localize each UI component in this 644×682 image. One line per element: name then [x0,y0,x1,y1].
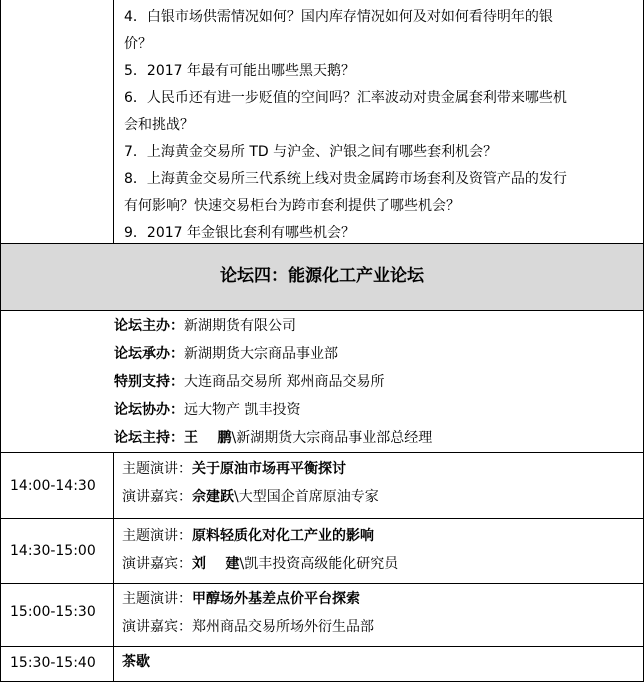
forum-info-row [114,345,338,363]
speaker-desc: \大型国企首席原油专家 [234,489,379,505]
session-time: 15:00-15:30 [10,604,96,620]
question-line: 9．2017 年金银比套利有哪些机会？ [124,225,355,241]
question-line: 价？ [124,36,152,52]
info-label: 论坛主办： [114,318,184,334]
session-topic [122,460,346,478]
info-value: 新湖期货大宗商品事业部 [184,346,338,362]
session-speaker [122,488,379,506]
topic-label: 主题演讲： [122,528,192,544]
info-value: 远大物产 凯丰投资 [184,402,301,418]
question-line: 5．2017 年最有可能出哪些黑天鹅？ [124,63,355,79]
question-line: 4．白银市场供需情况如何？国内库存情况如何及对如何看待明年的银 [124,9,553,25]
speaker-name: 佘建跃 [192,489,234,505]
session-time: 14:00-14:30 [10,478,96,494]
speaker-desc: 郑州商品交易所场外衍生品部 [192,619,374,635]
forum-info-row [114,429,432,447]
topic-title: 关于原油市场再平衡探讨 [192,461,346,477]
info-value: \新湖期货大宗商品事业部总经理 [231,430,433,446]
speaker-label: 演讲嘉宾： [122,556,192,572]
row-divider [0,518,644,519]
info-label: 论坛承办： [114,346,184,362]
forum-info-row [114,373,384,391]
row-divider [0,310,644,311]
info-value: 大连商品交易所 郑州商品交易所 [184,374,385,390]
speaker-name: 刘 建 [192,556,240,572]
topic-title: 甲醇场外基差点价平台探索 [192,591,360,607]
session-time: 14:30-15:00 [10,543,96,559]
info-label: 特别支持： [114,374,184,390]
forum-info-row [114,401,300,419]
speaker-desc: \凯丰投资高级能化研究员 [239,556,399,572]
host-name: 王 鹏 [184,430,232,446]
session-topic [122,590,360,608]
session-time: 15:30-15:40 [10,655,96,671]
col-divider-top [113,0,114,244]
forum-title: 论坛四：能源化工产业论坛 [220,266,424,286]
question-line: 7．上海黄金交易所 TD 与沪金、沪银之间有哪些套利机会？ [124,144,498,160]
row-divider [0,452,644,453]
session-speaker [122,555,398,573]
topic-label: 主题演讲： [122,591,192,607]
session-topic [122,527,374,545]
border-left [0,0,1,682]
topic-label: 主题演讲： [122,461,192,477]
topic-title: 原料轻质化对化工产业的影响 [192,528,374,544]
speaker-label: 演讲嘉宾： [122,489,192,505]
forum-info-row [114,317,296,335]
question-line: 有何影响？快速交易柜台为跨市套利提供了哪些机会？ [124,198,460,214]
info-label: 论坛主持： [114,430,184,446]
col-divider-schedule [113,452,114,682]
info-label: 论坛协办： [114,402,184,418]
question-line: 6．人民币还有进一步贬值的空间吗？汇率波动对贵金属套利带来哪些机 [124,90,567,106]
row-divider [0,583,644,584]
row-divider [0,646,644,647]
question-line: 会和挑战？ [124,117,194,133]
speaker-label: 演讲嘉宾： [122,619,192,635]
question-line: 8．上海黄金交易所三代系统上线对贵金属跨市场套利及资管产品的发行 [124,171,567,187]
info-value: 新湖期货有限公司 [184,318,296,334]
break-label: 茶歇 [122,654,150,670]
session-speaker [122,618,374,636]
